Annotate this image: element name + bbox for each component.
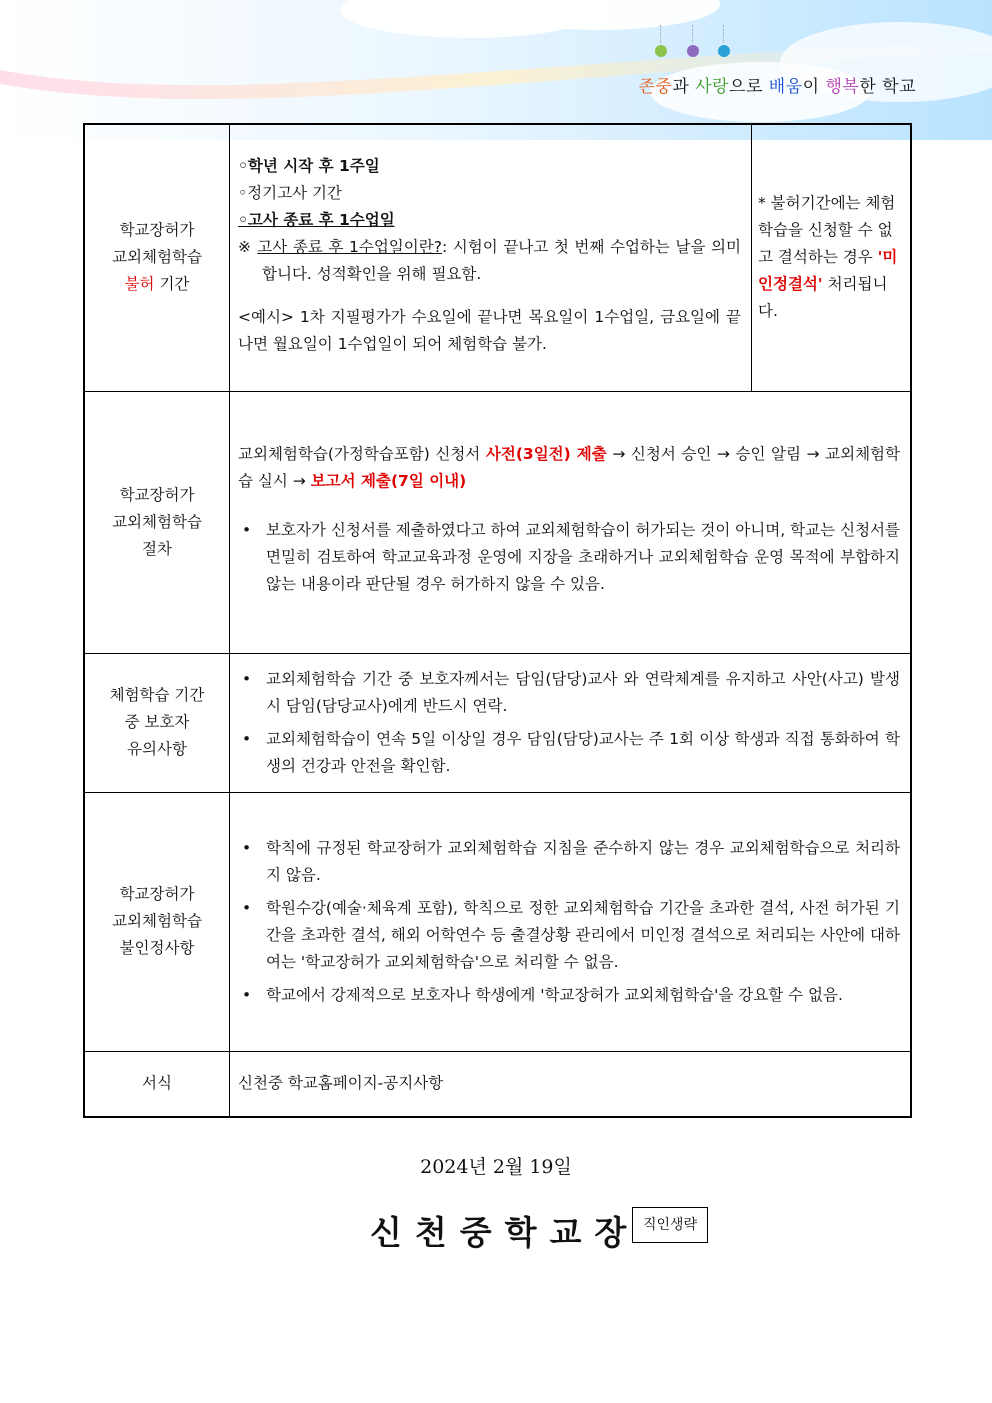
example-text: <예시> 1차 지필평가가 수요일에 끝나면 목요일이 1수업일, 금요일에 끝나면 월요일이 1수업일이 되어 체험학습 불가. xyxy=(238,308,741,354)
row-body xyxy=(230,653,912,792)
header-line: 학교장허가 xyxy=(119,221,195,240)
header-line: 교외체험학습 xyxy=(112,912,202,930)
header-line: 중 보호자 xyxy=(124,713,190,731)
list-item: • 학원수강(예술·체육계 포함), 학칙으로 정한 교외체험학습 기간을 초과한 결석, 사전 허가된 기간을 초과한 결석, 해외 어학연수 등 출결상황 관리에서 미인정 결석으로 처리되는 사안에 대하여는 '학교장허가 교외체험학습'으로 처리할 수 없음. xyxy=(238,895,900,976)
side-note-emphasis: '미인정결석' xyxy=(758,248,898,294)
header-line: 유의사항 xyxy=(127,740,187,758)
row-header xyxy=(84,124,230,391)
sky-cloud-background xyxy=(0,0,992,140)
header-banner xyxy=(0,0,992,140)
header-line: 교외체험학습 xyxy=(112,248,202,267)
issue-date: 2024년 2월 19일 xyxy=(420,1156,572,1178)
list-item: • 학교에서 강제적으로 보호자나 학생에게 '학교장허가 교외체험학습'을 강요할 수 없음. xyxy=(238,982,900,1009)
procedure-bullets xyxy=(238,517,900,598)
row-non-recognition xyxy=(84,792,911,1051)
flow-emphasis: 사전(3일전) 제출 xyxy=(485,444,607,463)
forbidden-item: ◦고사 종료 후 1수업일 xyxy=(238,211,395,230)
forbidden-item: ◦학년 시작 후 1주일 xyxy=(238,157,380,176)
row-header xyxy=(84,792,230,1051)
slogan-part: 사랑 xyxy=(695,77,730,97)
row-procedure xyxy=(84,391,911,653)
row-header xyxy=(84,391,230,653)
header-line: 학교장허가 xyxy=(119,485,195,504)
side-note-text: * 불허기간에는 체험학습을 신청할 수 없고 결석하는 경우 xyxy=(758,194,896,267)
list-item: • 교외체험학습 기간 중 보호자께서는 담임(담당)교사 와 연락체계를 유지하고 사안(사고) 발생 시 담임(담당교사)에게 반드시 연락. xyxy=(238,666,900,720)
forbidden-item: ◦정기고사 기간 xyxy=(238,184,342,203)
green-dot-icon xyxy=(655,45,667,57)
row-body xyxy=(230,391,912,653)
blue-dot-icon xyxy=(718,45,730,57)
purple-dot-icon xyxy=(687,45,699,57)
list-item: • 학칙에 규정된 학교장허가 교외체험학습 지침을 준수하지 않는 경우 교외체험학습으로 처리하지 않음. xyxy=(238,835,900,889)
slogan-part: 이 xyxy=(802,77,826,97)
list-item: • 보호자가 신청서를 제출하였다고 하여 교외체험학습이 허가되는 것이 아니며, 학교는 신청서를 면밀히 검토하여 학교교육과정 운영에 지장을 초래하거나 교외체험학습 운영 목적에 부합하지 않는 내용이라 판단될 경우 허가하지 않을 수 있음. xyxy=(238,517,900,598)
side-note-text: 처리됩니다. xyxy=(758,275,888,321)
school-slogan xyxy=(638,72,916,97)
list-item: • 교외체험학습이 연속 5일 이상일 경우 담임(담당)교사는 주 1회 이상 학생과 직접 통화하여 학생의 건강과 안전을 확인함. xyxy=(238,726,900,780)
decorative-dots xyxy=(652,25,742,65)
caution-bullets xyxy=(238,666,900,780)
header-line xyxy=(89,271,225,298)
row-body xyxy=(230,792,912,1051)
seal-omitted-box: 직인생략 xyxy=(632,1207,708,1243)
flow-text: → 신청서 승인 → 승인 알림 → 교외체험학습 실시 → xyxy=(238,444,900,490)
forbidden-word: 불허 xyxy=(124,275,155,294)
header-line: 학교장허가 xyxy=(119,885,195,903)
note-text: : 시험이 끝나고 첫 번째 수업하는 날을 의미합니다. 성적확인을 위해 필요함. xyxy=(262,238,741,284)
row-caution xyxy=(84,653,911,792)
header-line: 절차 xyxy=(142,539,172,558)
row-form xyxy=(84,1051,911,1117)
flow-text: 교외체험학습(가정학습포함) 신청서 xyxy=(238,444,486,463)
principal-signature: 신천중학교장 xyxy=(370,1213,640,1252)
non-recognition-bullets xyxy=(238,835,900,1009)
header-tail: 기간 xyxy=(154,275,190,294)
note-paragraph xyxy=(238,234,741,288)
flow-emphasis: 보고서 제출(7일 이내) xyxy=(310,471,467,490)
form-location: 신천중 학교홈페이지-공지사항 xyxy=(230,1051,912,1117)
header-line: 교외체험학습 xyxy=(112,512,202,531)
header-line: 불인정사항 xyxy=(119,939,195,957)
row-forbidden-period xyxy=(84,124,911,391)
note-mark: ※ xyxy=(238,238,258,257)
procedure-flow xyxy=(238,441,900,495)
side-note xyxy=(752,124,912,391)
slogan-part: 으로 xyxy=(729,77,769,97)
row-header: 서식 xyxy=(84,1051,230,1117)
slogan-part: 행복 xyxy=(825,77,860,97)
row-body xyxy=(230,124,752,391)
slogan-part: 배움 xyxy=(768,77,803,97)
slogan-part: 존중 xyxy=(638,77,673,97)
slogan-part: 한 학교 xyxy=(859,77,916,97)
row-header xyxy=(84,653,230,792)
guidelines-table xyxy=(83,123,912,1118)
note-term: 고사 종료 후 1수업일이란? xyxy=(257,238,442,257)
header-line: 체험학습 기간 xyxy=(109,686,205,704)
slogan-part: 과 xyxy=(672,77,696,97)
